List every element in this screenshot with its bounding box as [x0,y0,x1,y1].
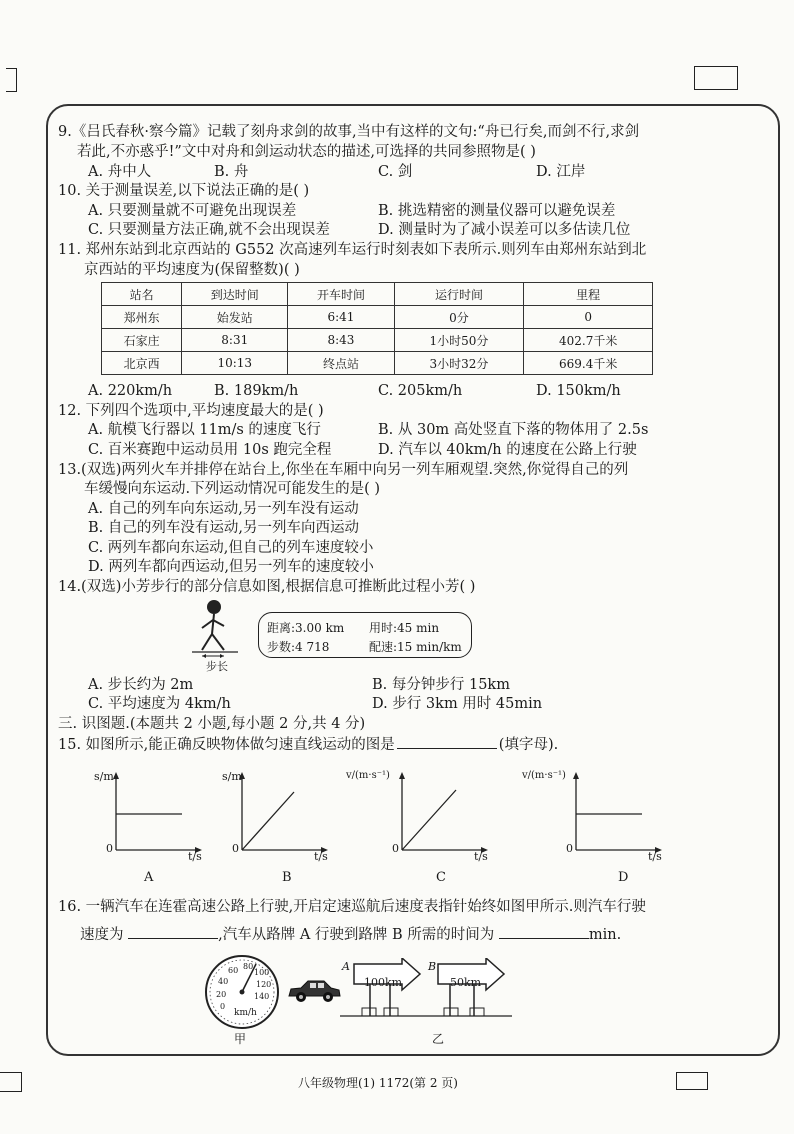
table-cell: 6:41 [288,306,394,329]
q14-option-c: C. 平均速度为 4km/h [88,696,231,712]
gauge-unit: km/h [234,1008,257,1018]
q13-option-b: B. 自己的列车没有运动,另一列车向西运动 [88,520,359,536]
table-row [102,306,653,329]
q10-stem: 10. 关于测量误差,以下说法正确的是( ) [58,183,310,199]
q13-option-d: D. 两列车都向西运动,但另一列车的速度较小 [88,559,374,575]
table-row [102,352,653,375]
q11-option-d: D. 150km/h [536,383,621,399]
gauge-tick: 120 [256,980,272,989]
table-cell: 石家庄 [102,329,182,352]
table-cell: 郑州东 [102,306,182,329]
header-cell: 运行时间 [394,283,524,306]
header-cell: 里程 [524,283,653,306]
table-cell: 0 [524,306,653,329]
q16-time-blank[interactable] [499,924,589,939]
table-cell: 10:13 [182,352,288,375]
figure-jia-caption: 甲 [234,1032,247,1046]
walk-info-card [258,612,472,658]
steps-value: 步数:4 718 [267,640,330,654]
graph-a-letter: A [144,870,154,885]
gauge-tick: 0 [220,1002,226,1011]
q11-option-c: C. 205km/h [378,383,463,399]
gauge-tick: 100 [254,968,270,977]
figure-yi-caption: 乙 [432,1032,445,1046]
q9-option-a: A. 舟中人 [88,164,152,180]
graph-d-origin: 0 [566,842,573,855]
q16-speed-blank[interactable] [128,924,218,939]
car-icon [286,978,342,1004]
gauge-tick: 60 [228,966,239,975]
q13-line2: 车缓慢向东运动.下列运动情况可能发生的是( ) [84,481,381,497]
gauge-tick: 20 [216,990,227,999]
gauge-tick: 40 [218,977,229,986]
graph-c-letter: C [436,870,446,885]
header-cell: 开车时间 [288,283,394,306]
graph-d-xlabel: t/s [648,850,662,863]
table-cell: 8:43 [288,329,394,352]
sign-b-label: B [428,960,437,973]
q14-option-b: B. 每分钟步行 15km [372,677,510,693]
q11-line1: 11. 郑州东站到北京西站的 G552 次高速列车运行时刻表如下表所示.则列车由郑州东站到北 [58,242,647,258]
graph-b-letter: B [282,870,292,885]
q11-line2: 京西站的平均速度为(保留整数)( ) [84,262,300,278]
step-length-label: 步长 [206,660,228,673]
q11-option-a: A. 220km/h [88,383,173,399]
sign-a-label: A [342,960,350,973]
q16-text-a: 速度为 [80,927,124,943]
q16-text-b: ,汽车从路牌 A 行驶到路牌 B 所需的时间为 [218,927,495,943]
graph-c-xlabel: t/s [474,850,488,863]
q12-option-a: A. 航模飞行器以 11m/s 的速度飞行 [88,422,321,438]
table-cell: 402.7千米 [524,329,653,352]
table-cell: 3小时32分 [394,352,524,375]
graph-d-letter: D [618,870,629,885]
q12-option-c: C. 百米赛跑中运动员用 10s 跑完全程 [88,442,332,458]
q12-option-b: B. 从 30m 高处竖直下落的物体用了 2.5s [378,422,649,438]
q9-option-b: B. 舟 [214,164,249,180]
table-cell: 669.4千米 [524,352,653,375]
q14-option-a: A. 步长约为 2m [88,677,194,693]
graph-a-xlabel: t/s [188,850,202,863]
corner-mark-bottom-left [0,1072,22,1092]
graph-a-origin: 0 [106,842,113,855]
table-cell: 0分 [394,306,524,329]
q10-option-c: C. 只要测量方法正确,就不会出现误差 [88,222,330,238]
q16-line2 [80,924,621,944]
speedometer-gauge [198,950,286,1030]
road-signs-figure [340,958,512,1030]
gauge-tick: 140 [254,992,270,1001]
q11-option-b: B. 189km/h [214,383,299,399]
graph-d-ylabel: v/(m·s⁻¹) [522,770,566,781]
page-footer: 八年级物理(1) 1172(第 2 页) [298,1076,458,1090]
q14-stem: 14.(双选)小芳步行的部分信息如图,根据信息可推断此过程小芳( ) [58,579,476,595]
section-3-heading: 三. 识图题.(本题共 2 小题,每小题 2 分,共 4 分) [58,716,366,732]
graph-c-ylabel: v/(m·s⁻¹) [346,770,390,781]
q13-option-a: A. 自己的列车向东运动,另一列车没有运动 [88,501,359,517]
q9-option-c: C. 剑 [378,164,413,180]
table-cell: 北京西 [102,352,182,375]
distance-value: 距离:3.00 km [267,621,345,635]
graph-a-ylabel: s/m [94,770,114,783]
timetable-header [102,283,653,306]
q13-line1: 13.(双选)两列火车并排停在站台上,你坐在车厢中向另一列车厢观望.突然,你觉得自己的列 [58,462,629,478]
graph-b-ylabel: s/m [222,770,242,783]
header-cell: 站名 [102,283,182,306]
table-cell: 始发站 [182,306,288,329]
graph-b-xlabel: t/s [314,850,328,863]
q9-line2: 若此,不亦惑乎!”文中对舟和剑运动状态的描述,可选择的共同参照物是( ) [77,144,536,160]
q9-option-d: D. 江岸 [536,164,586,180]
q12-option-d: D. 汽车以 40km/h 的速度在公路上行驶 [378,442,637,458]
q14-option-d: D. 步行 3km 用时 45min [372,696,543,712]
q10-option-b: B. 挑选精密的测量仪器可以避免误差 [378,203,616,219]
q15-stem [58,734,558,754]
q10-option-a: A. 只要测量就不可避免出现误差 [88,203,297,219]
q13-option-c: C. 两列车都向东运动,但自己的列车速度较小 [88,540,374,556]
header-cell: 到达时间 [182,283,288,306]
q16-text-c: min. [588,927,622,943]
sign-a-distance: 100km [364,976,403,989]
table-cell: 8:31 [182,329,288,352]
corner-mark-top-left [6,68,17,92]
q16-line1: 16. 一辆汽车在连霍高速公路上行驶,开启定速巡航后速度表指针始终如图甲所示.则汽车行驶 [58,899,646,915]
table-row [102,329,653,352]
table-cell: 1小时50分 [394,329,524,352]
q15-answer-blank[interactable] [397,734,497,749]
duration-value: 用时:45 min [369,621,440,635]
q15-stem-text: 15. 如图所示,能正确反映物体做匀速直线运动的图是 [58,737,395,753]
q9-line1: 9.《吕氏春秋·察今篇》记载了刻舟求剑的故事,当中有这样的文句:“舟已行矣,而剑不行,求剑 [58,124,640,140]
q10-option-d: D. 测量时为了减小误差可以多估读几位 [378,222,631,238]
sign-b-distance: 50km [450,976,482,989]
q12-stem: 12. 下列四个选项中,平均速度最大的是( ) [58,403,324,419]
gauge-tick: 80 [243,962,254,971]
timetable [101,282,653,375]
table-cell: 终点站 [288,352,394,375]
graph-b-origin: 0 [232,842,239,855]
pace-value: 配速:15 min/km [369,640,462,654]
corner-mark-top-right [694,66,738,90]
graph-c-origin: 0 [392,842,399,855]
q15-stem-tail: (填字母). [498,737,559,753]
corner-mark-bottom-right [676,1072,708,1090]
